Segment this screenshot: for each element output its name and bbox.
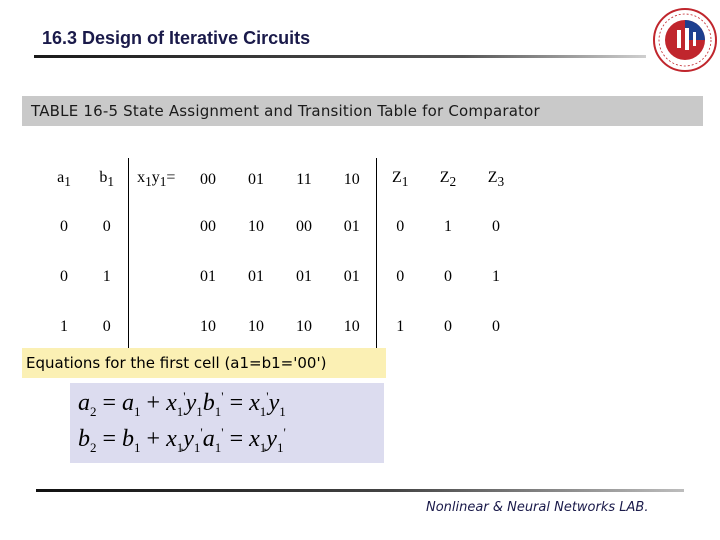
table-cell: 0	[102, 218, 111, 235]
table-cell: 10	[328, 302, 376, 352]
table-cell: 1	[102, 268, 111, 285]
table-cell: 0	[492, 318, 500, 335]
university-logo-icon	[650, 2, 720, 78]
table-cell: 0	[60, 218, 68, 235]
footer-divider	[36, 489, 684, 492]
table-caption: TABLE 16-5 State Assignment and Transition Table for Comparator	[22, 96, 703, 126]
header-xy-01: 01	[248, 171, 264, 188]
table-row	[42, 252, 520, 302]
table-cell: 1	[492, 268, 500, 285]
table-cell: 01	[328, 202, 376, 252]
table-cell: 0	[396, 218, 405, 235]
table-cell: 00	[296, 218, 312, 235]
table-cell: 0	[60, 268, 68, 285]
header-z1: $Z_1$	[392, 169, 409, 190]
table-cell: 0	[444, 318, 452, 335]
header-z3: $Z_3$	[487, 169, 505, 190]
table-cell: 01	[296, 268, 312, 285]
header-b1: $b_1$	[99, 169, 115, 190]
equation-a2: $a_2 = a_1 + x_1'y_1b_1' = x_1'y_1$	[78, 389, 286, 419]
table-cell: 1	[444, 218, 452, 235]
header-xy-00: 00	[200, 171, 216, 188]
table-cell: 00	[200, 218, 216, 235]
table-cell	[128, 202, 184, 252]
header-xy-10: 10	[328, 158, 376, 202]
header-xy-11: 11	[296, 171, 312, 188]
equation-b2: $b_2 = b_1 + x_1y_1'a_1' = x_1y_1'$	[78, 425, 286, 455]
equations-box	[70, 383, 384, 463]
table-cell: 0	[444, 268, 452, 285]
table-cell: 01	[328, 252, 376, 302]
table-cell: 1	[60, 318, 68, 335]
table-header-row	[42, 158, 520, 202]
table-cell: 10	[248, 218, 264, 235]
header-a1: $a_1$	[57, 169, 71, 190]
title-divider	[34, 55, 646, 58]
slide-title: 16.3 Design of Iterative Circuits	[42, 28, 311, 48]
header-x1y1: $x_1y_1=$	[128, 158, 184, 202]
table-cell: 01	[200, 268, 216, 285]
table-row	[42, 202, 520, 252]
table-cell: 10	[248, 318, 264, 335]
table-cell	[128, 252, 184, 302]
table-cell: 01	[248, 268, 264, 285]
table-cell: 1	[396, 318, 405, 335]
table-row	[42, 302, 520, 352]
table-cell: 0	[396, 268, 405, 285]
table-cell: 0	[102, 318, 111, 335]
table-cell: 10	[200, 318, 216, 335]
equations-label: Equations for the first cell (a1=b1='00')	[22, 348, 386, 378]
header-z2: $Z_2$	[439, 169, 457, 190]
table-cell: 10	[296, 318, 312, 335]
table-cell: 0	[492, 218, 500, 235]
transition-table	[42, 158, 521, 352]
lab-footer: Nonlinear & Neural Networks LAB.	[426, 500, 649, 515]
table-cell	[128, 302, 184, 352]
